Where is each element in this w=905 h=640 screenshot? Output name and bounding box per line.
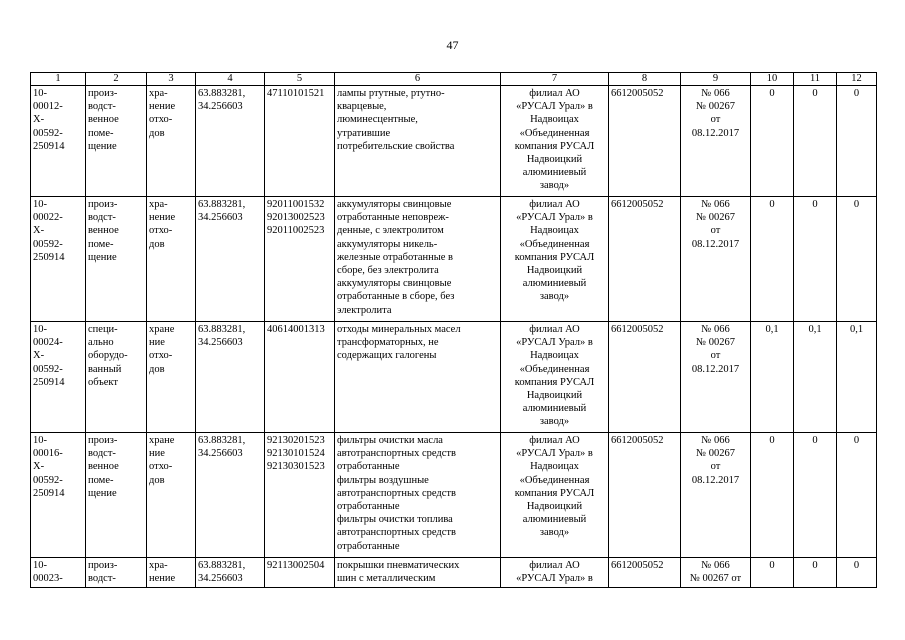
cell-text-line: 63.883281, <box>198 560 246 571</box>
cell-text-line: автотранспортных средств <box>337 487 456 499</box>
cell-text-line: № 00267 <box>696 448 735 460</box>
cell-text-line: 00592- <box>33 363 63 375</box>
cell-text-line: Надвоицах <box>530 114 579 126</box>
cell-text-line: 6612005052 <box>611 324 664 335</box>
value-cell <box>751 86 794 197</box>
object-type-cell <box>86 322 147 433</box>
cell-text-line: № 066 <box>701 560 730 571</box>
cell-text-line: отработанные неповреж- <box>337 212 449 224</box>
column-number: 6 <box>335 73 501 86</box>
cell-text-line: филиал АО <box>529 435 580 446</box>
object-type-cell <box>86 197 147 322</box>
table-row <box>31 558 877 588</box>
coordinates-cell <box>196 197 265 322</box>
value-cell <box>794 558 837 588</box>
fkko-code-cell <box>265 558 335 588</box>
cell-text-line: Надвоицах <box>530 461 579 473</box>
purpose-cell <box>147 558 196 588</box>
inn-cell <box>609 322 681 433</box>
cell-text-line: 0 <box>769 435 775 446</box>
cell-text-line: 92011002523 <box>267 225 325 237</box>
cell-text-line: филиал АО <box>529 324 580 335</box>
cell-text-line: от <box>710 114 721 126</box>
cell-text-line: «РУСАЛ Урал» в <box>516 101 593 113</box>
cell-text-line: ние <box>149 337 165 349</box>
column-number: 11 <box>794 73 837 86</box>
object-number-cell <box>31 433 86 558</box>
waste-name-cell <box>335 322 501 433</box>
cell-text-line: 00592- <box>33 127 63 139</box>
cell-text-line: алюминиевый <box>522 403 587 415</box>
cell-text-line: хране <box>149 324 175 335</box>
cell-text-line: 92011001532 <box>267 199 325 210</box>
document-cell <box>681 197 751 322</box>
cell-text-line: № 066 <box>701 199 730 210</box>
operator-cell <box>501 322 609 433</box>
cell-text-line: хра- <box>149 88 168 99</box>
cell-text-line: дов <box>149 238 165 250</box>
cell-text-line: 0 <box>769 88 775 99</box>
cell-text-line: филиал АО <box>529 199 580 210</box>
cell-text-line: венное <box>88 461 119 473</box>
purpose-cell <box>147 433 196 558</box>
cell-text-line: хра- <box>149 560 168 571</box>
cell-text-line: потребительские свойства <box>337 140 455 152</box>
cell-text-line: шин с металлическим <box>337 573 436 585</box>
value-cell <box>837 433 877 558</box>
table-body <box>31 73 877 588</box>
column-number: 5 <box>265 73 335 86</box>
cell-text-line: водст- <box>88 212 116 224</box>
cell-text-line: дов <box>149 474 165 486</box>
column-number: 1 <box>31 73 86 86</box>
cell-text-line: № 00267 <box>696 212 735 224</box>
cell-text-line: ние <box>149 448 165 460</box>
cell-text-line: отработанные <box>337 461 400 473</box>
table-row <box>31 197 877 322</box>
value-cell <box>794 197 837 322</box>
column-number: 8 <box>609 73 681 86</box>
cell-text-line: содержащих галогены <box>337 350 437 362</box>
value-cell <box>751 433 794 558</box>
value-cell <box>837 86 877 197</box>
cell-text-line: «Объединенная <box>519 127 590 139</box>
cell-text-line: отхо- <box>149 350 173 362</box>
cell-text-line: 10- <box>33 199 47 210</box>
cell-text-line: венное <box>88 114 119 126</box>
fkko-code-cell <box>265 322 335 433</box>
cell-text-line: завод» <box>539 416 570 428</box>
operator-cell <box>501 86 609 197</box>
cell-text-line: 00012- <box>33 101 63 113</box>
cell-text-line: 6612005052 <box>611 199 664 210</box>
cell-text-line: 250914 <box>33 251 65 263</box>
cell-text-line: водст- <box>88 573 116 585</box>
cell-text-line: люминесцентные, <box>337 114 418 126</box>
waste-facility-table <box>30 72 877 588</box>
page-number: 47 <box>446 38 459 52</box>
value-cell <box>751 322 794 433</box>
cell-text-line: Надвоицах <box>530 350 579 362</box>
waste-name-cell <box>335 558 501 588</box>
cell-text-line: ально <box>88 337 114 349</box>
cell-text-line: нение <box>149 101 176 113</box>
cell-text-line: хра- <box>149 199 168 210</box>
cell-text-line: кварцевые, <box>337 101 387 113</box>
cell-text-line: № 066 <box>701 88 730 99</box>
column-number: 3 <box>147 73 196 86</box>
cell-text-line: филиал АО <box>529 88 580 99</box>
cell-text-line: компания РУСАЛ <box>514 251 595 263</box>
operator-cell <box>501 558 609 588</box>
cell-text-line: фильтры воздушные <box>337 474 429 486</box>
cell-text-line: денные, с электролитом <box>337 225 444 237</box>
cell-text-line: дов <box>149 127 165 139</box>
cell-text-line: № 00267 <box>696 337 735 349</box>
object-type-cell <box>86 433 147 558</box>
cell-text-line: 00016- <box>33 448 63 460</box>
inn-cell <box>609 558 681 588</box>
cell-text-line: 0 <box>853 560 860 571</box>
cell-text-line: Х- <box>33 225 45 237</box>
purpose-cell <box>147 197 196 322</box>
coordinates-cell <box>196 433 265 558</box>
object-number-cell <box>31 197 86 322</box>
document-cell <box>681 558 751 588</box>
cell-text-line: 0 <box>812 199 818 210</box>
cell-text-line: 0,1 <box>808 324 822 335</box>
column-number: 10 <box>751 73 794 86</box>
cell-text-line: 0,1 <box>765 324 779 335</box>
cell-text-line: 6612005052 <box>611 560 664 571</box>
fkko-code-cell <box>265 433 335 558</box>
cell-text-line: 40614001313 <box>267 324 325 335</box>
object-number-cell <box>31 86 86 197</box>
column-number: 4 <box>196 73 265 86</box>
cell-text-line: фильтры очистки масла <box>337 435 443 446</box>
cell-text-line: щение <box>88 251 117 263</box>
cell-text-line: «Объединенная <box>519 474 590 486</box>
cell-text-line: 34.256603 <box>198 212 243 224</box>
purpose-cell <box>147 86 196 197</box>
cell-text-line: отработанные в сборе, без <box>337 291 455 303</box>
cell-text-line: 0 <box>812 88 818 99</box>
cell-text-line: 92130101524 <box>267 448 325 460</box>
operator-cell <box>501 197 609 322</box>
cell-text-line: специ- <box>88 324 118 335</box>
cell-text-line: фильтры очистки топлива <box>337 514 453 526</box>
cell-text-line: утратившие <box>337 127 391 139</box>
cell-text-line: отхо- <box>149 225 173 237</box>
cell-text-line: автотранспортных средств <box>337 527 456 539</box>
cell-text-line: 250914 <box>33 487 65 499</box>
cell-text-line: электролита <box>337 304 392 316</box>
cell-text-line: алюминиевый <box>522 278 587 290</box>
cell-text-line: отработанные <box>337 540 400 552</box>
cell-text-line: сборе, без электролита <box>337 265 439 277</box>
cell-text-line: 10- <box>33 88 47 99</box>
cell-text-line: «Объединенная <box>519 363 590 375</box>
cell-text-line: 34.256603 <box>198 101 243 113</box>
cell-text-line: № 00267 от <box>689 573 742 585</box>
cell-text-line: 6612005052 <box>611 435 664 446</box>
waste-name-cell <box>335 86 501 197</box>
document-cell <box>681 86 751 197</box>
cell-text-line: филиал АО <box>529 560 580 571</box>
cell-text-line: 6612005052 <box>611 88 664 99</box>
cell-text-line: 00023- <box>33 573 63 585</box>
value-cell <box>794 322 837 433</box>
cell-text-line: «Объединенная <box>519 238 590 250</box>
cell-text-line: 34.256603 <box>198 337 243 349</box>
fkko-code-cell <box>265 86 335 197</box>
cell-text-line: № 066 <box>701 435 730 446</box>
value-cell <box>794 86 837 197</box>
cell-text-line: 0 <box>812 435 818 446</box>
cell-text-line: автотранспортных средств <box>337 448 456 460</box>
object-number-cell <box>31 558 86 588</box>
table-header-row <box>31 73 877 86</box>
cell-text-line: Х- <box>33 461 45 473</box>
cell-text-line: дов <box>149 363 165 375</box>
cell-text-line: 92013002523 <box>267 212 325 224</box>
table-row <box>31 433 877 558</box>
cell-text-line: 63.883281, <box>198 199 246 210</box>
operator-cell <box>501 433 609 558</box>
cell-text-line: отхо- <box>149 114 173 126</box>
cell-text-line: 0 <box>812 560 818 571</box>
cell-text-line: от <box>710 350 721 362</box>
cell-text-line: произ- <box>88 88 118 99</box>
cell-text-line: компания РУСАЛ <box>514 376 595 388</box>
cell-text-line: «РУСАЛ Урал» в <box>516 448 593 460</box>
cell-text-line: Надвоицкий <box>526 154 583 166</box>
cell-text-line: № 066 <box>701 324 730 335</box>
value-cell <box>751 197 794 322</box>
cell-text-line: объект <box>88 376 118 388</box>
cell-text-line: 47110101521 <box>267 88 325 99</box>
cell-text-line: нение <box>149 573 176 585</box>
cell-text-line: 63.883281, <box>198 324 246 335</box>
column-number: 9 <box>681 73 751 86</box>
cell-text-line: завод» <box>539 180 570 192</box>
cell-text-line: завод» <box>539 291 570 303</box>
cell-text-line: железные отработанные в <box>337 251 454 263</box>
cell-text-line: аккумуляторы свинцовые <box>337 278 452 290</box>
cell-text-line: 0 <box>769 560 775 571</box>
inn-cell <box>609 433 681 558</box>
cell-text-line: 34.256603 <box>198 448 243 460</box>
object-type-cell <box>86 558 147 588</box>
cell-text-line: поме- <box>88 474 114 486</box>
object-number-cell <box>31 322 86 433</box>
cell-text-line: «РУСАЛ Урал» в <box>516 573 593 585</box>
cell-text-line: Надвоицах <box>530 225 579 237</box>
cell-text-line: 0 <box>853 88 860 99</box>
cell-text-line: оборудо- <box>88 350 128 362</box>
cell-text-line: 08.12.2017 <box>691 127 740 139</box>
cell-text-line: 08.12.2017 <box>691 474 740 486</box>
cell-text-line: 0 <box>853 199 860 210</box>
cell-text-line: аккумуляторы свинцовые <box>337 199 452 210</box>
table-row <box>31 86 877 197</box>
cell-text-line: Надвоицкий <box>526 390 583 402</box>
cell-text-line: 00024- <box>33 337 63 349</box>
cell-text-line: венное <box>88 225 119 237</box>
cell-text-line: «РУСАЛ Урал» в <box>516 212 593 224</box>
cell-text-line: 10- <box>33 324 47 335</box>
cell-text-line: аккумуляторы никель- <box>337 238 438 250</box>
coordinates-cell <box>196 322 265 433</box>
cell-text-line: отходы минеральных масел <box>337 324 461 335</box>
cell-text-line: произ- <box>88 199 118 210</box>
cell-text-line: нение <box>149 212 176 224</box>
cell-text-line: произ- <box>88 560 118 571</box>
column-number: 7 <box>501 73 609 86</box>
cell-text-line: водст- <box>88 101 116 113</box>
cell-text-line: от <box>710 225 721 237</box>
cell-text-line: компания РУСАЛ <box>514 487 595 499</box>
cell-text-line: 0,1 <box>849 324 864 335</box>
cell-text-line: № 00267 <box>696 101 735 113</box>
cell-text-line: произ- <box>88 435 118 446</box>
fkko-code-cell <box>265 197 335 322</box>
cell-text-line: 92130201523 <box>267 435 325 446</box>
cell-text-line: Х- <box>33 350 45 362</box>
inn-cell <box>609 86 681 197</box>
cell-text-line: поме- <box>88 127 114 139</box>
cell-text-line: трансформаторных, не <box>337 337 439 349</box>
column-number: 2 <box>86 73 147 86</box>
object-type-cell <box>86 86 147 197</box>
value-cell <box>837 322 877 433</box>
cell-text-line: Х- <box>33 114 45 126</box>
cell-text-line: Надвоицкий <box>526 501 583 513</box>
cell-text-line: 250914 <box>33 140 65 152</box>
purpose-cell <box>147 322 196 433</box>
value-cell <box>794 433 837 558</box>
waste-name-cell <box>335 197 501 322</box>
table-row <box>31 322 877 433</box>
coordinates-cell <box>196 558 265 588</box>
cell-text-line: водст- <box>88 448 116 460</box>
cell-text-line: щение <box>88 140 117 152</box>
cell-text-line: лампы ртутные, ртутно- <box>337 88 445 99</box>
cell-text-line: покрышки пневматических <box>337 560 460 571</box>
value-cell <box>837 197 877 322</box>
cell-text-line: 0 <box>853 435 860 446</box>
cell-text-line: 10- <box>33 435 47 446</box>
value-cell <box>751 558 794 588</box>
inn-cell <box>609 197 681 322</box>
coordinates-cell <box>196 86 265 197</box>
cell-text-line: 250914 <box>33 376 65 388</box>
cell-text-line: «РУСАЛ Урал» в <box>516 337 593 349</box>
cell-text-line: отработанные <box>337 501 400 513</box>
cell-text-line: 63.883281, <box>198 88 246 99</box>
document-cell <box>681 322 751 433</box>
cell-text-line: 08.12.2017 <box>691 238 740 250</box>
cell-text-line: 00592- <box>33 238 63 250</box>
cell-text-line: 10- <box>33 560 47 571</box>
cell-text-line: ванный <box>88 363 122 375</box>
cell-text-line: 63.883281, <box>198 435 246 446</box>
document-cell <box>681 433 751 558</box>
cell-text-line: 00592- <box>33 474 63 486</box>
cell-text-line: щение <box>88 487 117 499</box>
cell-text-line: поме- <box>88 238 114 250</box>
cell-text-line: 0 <box>769 199 775 210</box>
cell-text-line: алюминиевый <box>522 167 587 179</box>
cell-text-line: 00022- <box>33 212 63 224</box>
cell-text-line: Надвоицкий <box>526 265 583 277</box>
cell-text-line: 34.256603 <box>198 573 243 585</box>
waste-name-cell <box>335 433 501 558</box>
cell-text-line: от <box>710 461 721 473</box>
cell-text-line: алюминиевый <box>522 514 587 526</box>
cell-text-line: 08.12.2017 <box>691 363 740 375</box>
cell-text-line: 92113002504 <box>267 560 325 571</box>
cell-text-line: отхо- <box>149 461 173 473</box>
value-cell <box>837 558 877 588</box>
cell-text-line: 92130301523 <box>267 461 325 473</box>
cell-text-line: хране <box>149 435 175 446</box>
column-number: 12 <box>837 73 877 86</box>
cell-text-line: завод» <box>539 527 570 539</box>
cell-text-line: компания РУСАЛ <box>514 140 595 152</box>
